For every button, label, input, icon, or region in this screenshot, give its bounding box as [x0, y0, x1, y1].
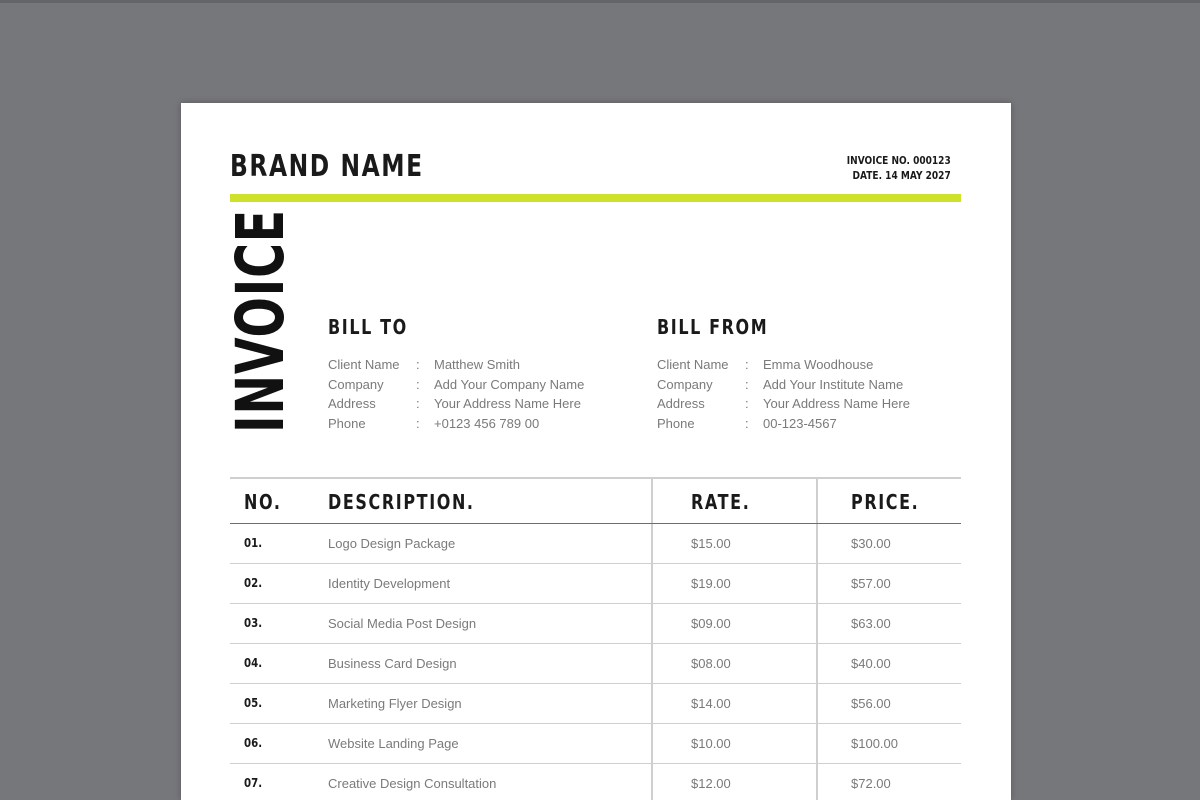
top-edge-line	[0, 0, 1200, 3]
row-number: 06.	[244, 736, 263, 750]
row-price: $40.00	[851, 656, 891, 671]
row-description: Logo Design Package	[328, 536, 456, 551]
table-row	[230, 644, 961, 684]
bill-to-row	[328, 394, 584, 414]
header-no: NO.	[244, 490, 282, 514]
row-rate: $10.00	[691, 736, 731, 751]
row-description: Social Media Post Design	[328, 616, 477, 631]
accent-bar	[230, 194, 961, 202]
row-price: $63.00	[851, 616, 891, 631]
table-row	[230, 684, 961, 724]
bill-to-separator: :	[416, 357, 420, 372]
table-row	[230, 764, 961, 800]
row-price: $30.00	[851, 536, 891, 551]
row-price: $72.00	[851, 776, 891, 791]
brand-name: BRAND NAME	[230, 149, 424, 184]
invoice-page	[181, 103, 1011, 800]
bill-to-row	[328, 355, 584, 375]
bill-to-separator: :	[416, 416, 420, 432]
bill-from-row	[657, 375, 910, 395]
bill-to-value: Add Your Company Name	[434, 376, 585, 392]
table-row	[230, 524, 961, 564]
bill-from-separator: :	[745, 396, 749, 412]
items-table	[230, 477, 961, 800]
bill-to-label: Address	[328, 396, 376, 412]
bill-to-separator: :	[416, 396, 420, 412]
bill-from-separator: :	[745, 357, 749, 372]
row-rate: $09.00	[691, 616, 731, 631]
bill-from-row	[657, 355, 910, 375]
bill-to-label: Client Name	[328, 357, 400, 372]
bill-from-title: BILL FROM	[657, 315, 769, 339]
row-price: $100.00	[851, 736, 898, 751]
row-price: $57.00	[851, 576, 891, 591]
bill-to-value: +0123 456 789 00	[434, 416, 540, 432]
invoice-meta	[847, 153, 951, 183]
bill-from-value: Add Your Institute Name	[763, 376, 904, 392]
bill-from-label: Client Name	[657, 357, 729, 372]
bill-from-label: Company	[657, 376, 713, 392]
row-description: Website Landing Page	[328, 736, 459, 751]
bill-from-value: 00-123-4567	[763, 416, 837, 432]
row-rate: $15.00	[691, 536, 731, 551]
bill-to-label: Company	[328, 376, 384, 392]
row-description: Business Card Design	[328, 656, 457, 671]
invoice-vertical-title: INVOICE	[222, 209, 299, 433]
bill-from-section	[657, 315, 910, 434]
bill-to-separator: :	[416, 376, 420, 392]
bill-to-row	[328, 414, 584, 434]
bill-from-value: Your Address Name Here	[763, 396, 910, 412]
row-number: 02.	[244, 576, 263, 590]
row-number: 03.	[244, 616, 263, 630]
bill-from-separator: :	[745, 376, 749, 392]
header-rate: RATE.	[691, 490, 751, 514]
bill-to-row	[328, 375, 584, 395]
table-row	[230, 604, 961, 644]
bill-from-row	[657, 394, 910, 414]
row-description: Identity Development	[328, 576, 451, 591]
bill-to-section	[328, 315, 584, 434]
bill-to-value: Matthew Smith	[434, 357, 520, 372]
bill-to-label: Phone	[328, 416, 366, 432]
row-number: 05.	[244, 696, 263, 710]
header-description: DESCRIPTION.	[328, 490, 475, 514]
row-rate: $12.00	[691, 776, 731, 791]
row-number: 07.	[244, 776, 263, 790]
bill-from-separator: :	[745, 416, 749, 432]
bill-to-value: Your Address Name Here	[434, 396, 581, 412]
header-price: PRICE.	[851, 490, 920, 514]
bill-from-row	[657, 414, 910, 434]
table-row	[230, 724, 961, 764]
row-description: Marketing Flyer Design	[328, 696, 462, 711]
row-description: Creative Design Consultation	[328, 776, 497, 791]
row-price: $56.00	[851, 696, 891, 711]
bill-from-label: Phone	[657, 416, 695, 432]
row-number: 04.	[244, 656, 263, 670]
row-rate: $19.00	[691, 576, 731, 591]
table-row	[230, 564, 961, 604]
bill-to-title: BILL TO	[328, 315, 408, 339]
bill-from-value: Emma Woodhouse	[763, 357, 874, 372]
invoice-number: INVOICE NO. 000123	[847, 154, 951, 167]
row-rate: $14.00	[691, 696, 731, 711]
row-rate: $08.00	[691, 656, 731, 671]
bill-from-label: Address	[657, 396, 705, 412]
table-header	[230, 479, 961, 524]
invoice-date: DATE. 14 MAY 2027	[852, 169, 951, 182]
row-number: 01.	[244, 536, 263, 550]
